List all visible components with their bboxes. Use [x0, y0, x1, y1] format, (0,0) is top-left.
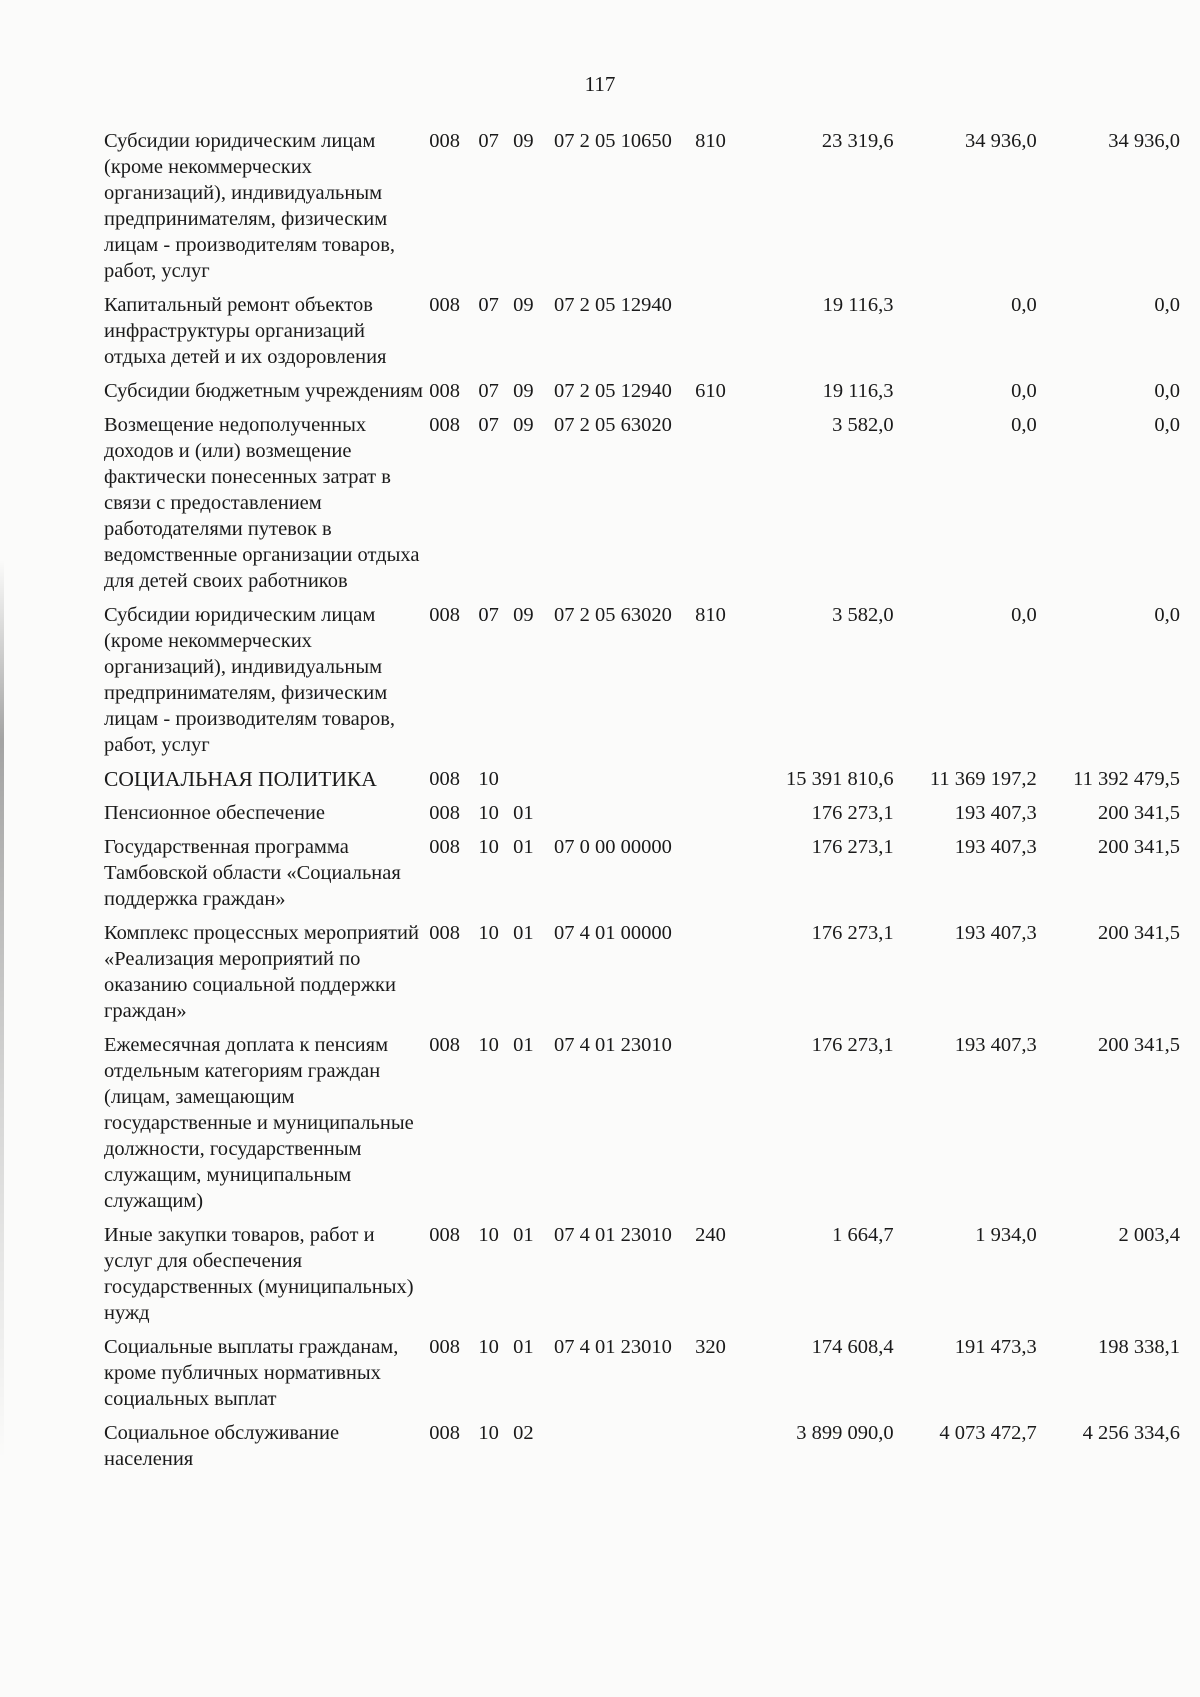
row-subsection-code: 09	[513, 130, 534, 152]
table-row	[104, 412, 1180, 602]
row-value-year1: 176 273,1	[811, 1034, 894, 1056]
row-value-year2: 191 473,3	[954, 1336, 1037, 1358]
scan-edge-shadow	[0, 560, 4, 1460]
row-expense-type	[695, 292, 748, 378]
row-target-article: 07 2 05 63020	[554, 604, 672, 626]
row-section-code: 10	[478, 922, 499, 944]
row-grbs-code: 008	[429, 130, 460, 152]
row-expense-type: 610	[695, 380, 726, 402]
row-target-article: 07 0 00 00000	[554, 836, 672, 858]
row-value-year3: 34 936,0	[1108, 130, 1180, 152]
page-number: 117	[584, 72, 616, 96]
row-value-year2: 0,0	[1011, 380, 1037, 402]
row-target-article	[554, 800, 695, 834]
table-row	[104, 1222, 1180, 1334]
row-name: Социальные выплаты гражданам, кроме публичных нормативных социальных выплат	[104, 1336, 399, 1410]
row-name: Капитальный ремонт объектов инфраструктуры организаций отдыха детей и их оздоровления	[104, 294, 387, 368]
row-subsection-code: 01	[513, 1336, 534, 1358]
row-name: СОЦИАЛЬНАЯ ПОЛИТИКА	[104, 767, 377, 791]
row-grbs-code: 008	[429, 380, 460, 402]
table-row	[104, 378, 1180, 412]
row-grbs-code: 008	[429, 1336, 460, 1358]
row-value-year3: 200 341,5	[1098, 802, 1180, 824]
row-subsection-code: 09	[513, 294, 534, 316]
row-value-year3: 11 392 479,5	[1073, 768, 1180, 790]
row-section-code: 10	[478, 1224, 499, 1246]
row-value-year1: 23 319,6	[821, 130, 894, 152]
row-subsection-code: 09	[513, 380, 534, 402]
row-value-year1: 176 273,1	[811, 836, 894, 858]
row-value-year1: 15 391 810,6	[785, 768, 894, 790]
row-grbs-code: 008	[429, 1422, 460, 1444]
row-section-code: 07	[478, 604, 499, 626]
row-section-code: 10	[478, 768, 499, 790]
row-value-year1: 19 116,3	[822, 294, 894, 316]
table-row	[104, 292, 1180, 378]
row-grbs-code: 008	[429, 922, 460, 944]
table-row	[104, 766, 1180, 800]
row-target-article	[554, 766, 695, 800]
row-subsection-code	[513, 766, 554, 800]
row-target-article: 07 4 01 23010	[554, 1034, 672, 1056]
row-section-code: 07	[478, 294, 499, 316]
table-row	[104, 834, 1180, 920]
row-value-year3: 2 003,4	[1118, 1224, 1180, 1246]
row-name: Субсидии юридическим лицам (кроме некоммерческих организаций), индивидуальным предпринимателям, физическим лицам - производителям товаров, работ, услуг	[104, 130, 396, 282]
row-grbs-code: 008	[429, 414, 460, 436]
row-name: Возмещение недополученных доходов и (или) возмещение фактически понесенных затрат в связи с предоставлением работодателями путевок в ведомственные организации отдыха для детей своих работников	[104, 414, 420, 592]
row-grbs-code: 008	[429, 294, 460, 316]
row-target-article: 07 2 05 12940	[554, 380, 672, 402]
row-name: Государственная программа Тамбовской области «Социальная поддержка граждан»	[104, 836, 401, 910]
row-value-year1: 3 582,0	[832, 604, 894, 626]
row-section-code: 10	[478, 1422, 499, 1444]
row-subsection-code: 01	[513, 922, 534, 944]
row-value-year2: 11 369 197,2	[929, 768, 1037, 790]
row-section-code: 07	[478, 380, 499, 402]
row-value-year2: 0,0	[1011, 604, 1037, 626]
row-section-code: 07	[478, 130, 499, 152]
row-section-code: 07	[478, 414, 499, 436]
row-value-year2: 193 407,3	[954, 1034, 1037, 1056]
row-expense-type	[695, 834, 748, 920]
row-value-year3: 200 341,5	[1098, 1034, 1180, 1056]
row-value-year3: 0,0	[1154, 604, 1180, 626]
row-name: Комплекс процессных мероприятий «Реализация мероприятий по оказанию социальной поддержки граждан»	[104, 922, 419, 1022]
row-subsection-code: 01	[513, 1034, 534, 1056]
row-subsection-code: 09	[513, 414, 534, 436]
row-value-year2: 0,0	[1011, 294, 1037, 316]
row-value-year1: 19 116,3	[822, 380, 894, 402]
row-target-article: 07 4 01 23010	[554, 1224, 672, 1246]
row-value-year3: 4 256 334,6	[1082, 1422, 1180, 1444]
row-value-year1: 176 273,1	[811, 802, 894, 824]
table-row	[104, 800, 1180, 834]
row-name: Социальное обслуживание населения	[104, 1422, 340, 1470]
row-value-year1: 3 899 090,0	[796, 1422, 894, 1444]
row-subsection-code: 01	[513, 802, 534, 824]
row-value-year2: 193 407,3	[954, 802, 1037, 824]
row-target-article: 07 2 05 10650	[554, 130, 672, 152]
row-value-year3: 0,0	[1154, 294, 1180, 316]
row-section-code: 10	[478, 1336, 499, 1358]
row-value-year3: 0,0	[1154, 414, 1180, 436]
row-name: Субсидии бюджетным учреждениям	[104, 380, 424, 402]
table-row	[104, 128, 1180, 292]
table-row	[104, 920, 1180, 1032]
table-row	[104, 1420, 1180, 1480]
row-name: Субсидии юридическим лицам (кроме некоммерческих организаций), индивидуальным предпринимателям, физическим лицам - производителям товаров, работ, услуг	[104, 604, 396, 756]
row-value-year2: 0,0	[1011, 414, 1037, 436]
row-name: Ежемесячная доплата к пенсиям отдельным категориям граждан (лицам, замещающим государственные и муниципальные должности, государственным служащим, муниципальным служащим)	[104, 1034, 414, 1212]
row-value-year3: 0,0	[1154, 380, 1180, 402]
row-expense-type	[695, 412, 748, 602]
row-section-code: 10	[478, 1034, 499, 1056]
row-target-article	[554, 1420, 695, 1480]
budget-table	[104, 128, 1180, 1480]
row-expense-type	[695, 1032, 748, 1222]
table-body	[104, 128, 1180, 1480]
row-value-year2: 1 934,0	[975, 1224, 1037, 1246]
row-expense-type: 810	[695, 604, 726, 626]
row-target-article: 07 2 05 12940	[554, 294, 672, 316]
row-value-year2: 34 936,0	[965, 130, 1037, 152]
row-value-year1: 1 664,7	[832, 1224, 894, 1246]
row-name: Пенсионное обеспечение	[104, 802, 325, 824]
row-subsection-code: 09	[513, 604, 534, 626]
row-target-article: 07 4 01 00000	[554, 922, 672, 944]
row-value-year2: 193 407,3	[954, 922, 1037, 944]
table-row	[104, 1334, 1180, 1420]
row-value-year1: 3 582,0	[832, 414, 894, 436]
row-expense-type	[695, 766, 748, 800]
row-section-code: 10	[478, 836, 499, 858]
row-target-article: 07 4 01 23010	[554, 1336, 672, 1358]
row-value-year1: 176 273,1	[811, 922, 894, 944]
row-subsection-code: 01	[513, 1224, 534, 1246]
row-grbs-code: 008	[429, 802, 460, 824]
row-subsection-code: 01	[513, 836, 534, 858]
row-expense-type: 240	[695, 1224, 726, 1246]
row-subsection-code: 02	[513, 1422, 534, 1444]
row-expense-type	[695, 800, 748, 834]
row-value-year3: 200 341,5	[1098, 922, 1180, 944]
row-expense-type: 320	[695, 1336, 726, 1358]
row-value-year3: 198 338,1	[1098, 1336, 1180, 1358]
table-row	[104, 1032, 1180, 1222]
row-target-article: 07 2 05 63020	[554, 414, 672, 436]
row-grbs-code: 008	[429, 1034, 460, 1056]
row-grbs-code: 008	[429, 836, 460, 858]
row-value-year3: 200 341,5	[1098, 836, 1180, 858]
row-name: Иные закупки товаров, работ и услуг для обеспечения государственных (муниципальных) нужд	[104, 1224, 414, 1324]
row-grbs-code: 008	[429, 768, 460, 790]
row-value-year2: 4 073 472,7	[939, 1422, 1037, 1444]
row-expense-type: 810	[695, 130, 726, 152]
row-value-year1: 174 608,4	[811, 1336, 894, 1358]
row-section-code: 10	[478, 802, 499, 824]
row-expense-type	[695, 1420, 748, 1480]
row-grbs-code: 008	[429, 1224, 460, 1246]
table-row	[104, 602, 1180, 766]
row-expense-type	[695, 920, 748, 1032]
row-value-year2: 193 407,3	[954, 836, 1037, 858]
row-grbs-code: 008	[429, 604, 460, 626]
